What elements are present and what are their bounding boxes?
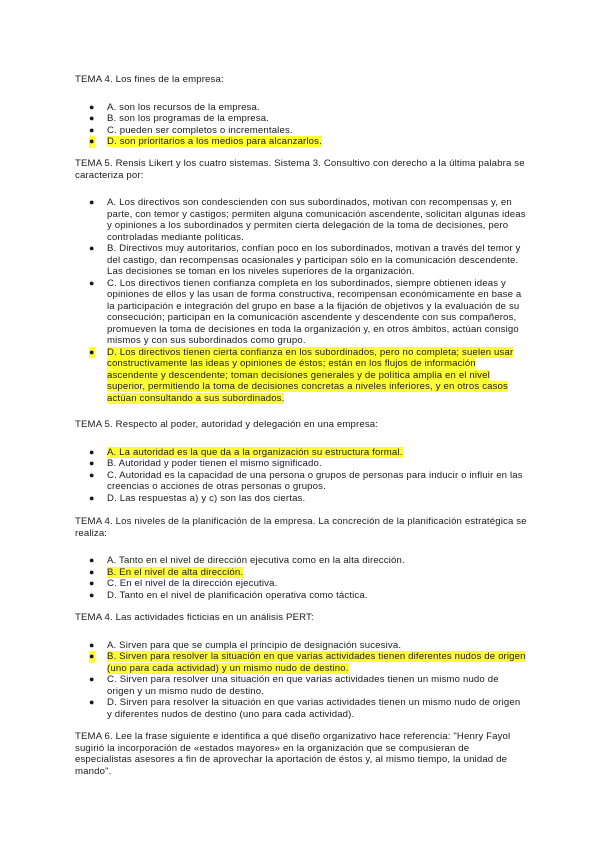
options-list <box>75 447 527 505</box>
option-c: ● C. pueden ser completos o incrementales. <box>89 124 293 136</box>
option-c: ● C. Sirven para resolver una situación en que varias actividades tienen un mismo nudo de origen y un mismo nudo de destino. <box>89 674 499 697</box>
bullet-icon: ● <box>89 566 95 577</box>
bullet-icon: ● <box>89 346 95 357</box>
options-list <box>75 640 527 721</box>
bullet-icon: ● <box>89 124 95 135</box>
options-list <box>75 102 527 148</box>
question-2 <box>75 158 527 404</box>
option-b-highlighted: ● B. En el nivel de alta dirección. <box>89 566 244 578</box>
bullet-icon: ● <box>89 458 95 468</box>
question-6 <box>75 731 527 793</box>
bullet-icon: ● <box>89 446 95 457</box>
bullet-icon: ● <box>89 697 95 707</box>
bullet-icon: ● <box>89 589 95 600</box>
bullet-icon: ● <box>89 674 95 684</box>
options-list <box>75 197 527 404</box>
option-b-highlighted: ● B. Sirven para resolver la situación en que varias actividades tienen diferentes nudos de origen (uno para cada actividad) y un mismo nudo de destino. <box>89 651 526 674</box>
question-title: TEMA 6. Lee la frase siguiente e identifica a qué diseño organizativo hace referencia: "Henry Fayol sugirió la incorporación de «estados mayores» en la organización que se compusieran de especialistas asesores a fin de aprovechar la aportación de éstos y, al mismo tiempo, la unidad de mando". <box>75 731 511 777</box>
option-d-highlighted: ● D. son prioritarios a los medios para alcanzarlos. <box>89 136 322 147</box>
option-d: ● D. Las respuestas a) y c) son las dos ciertas. <box>89 492 306 504</box>
question-3 <box>75 419 527 504</box>
bullet-icon: ● <box>89 639 95 650</box>
option-c: ● C. Autoridad es la capacidad de una persona o grupos de personas para inducir o influir en las creencias o acciones de otras personas o grupos. <box>89 469 523 492</box>
question-1 <box>75 74 527 148</box>
option-a: ● A. son los recursos de la empresa. <box>89 101 260 113</box>
option-a: ● A. Tanto en el nivel de dirección ejecutiva como en la alta dirección. <box>89 555 405 566</box>
bullet-icon: ● <box>89 277 95 288</box>
options-list <box>75 555 527 601</box>
option-d: ● D. Tanto en el nivel de planificación operativa como táctica. <box>89 589 368 601</box>
bullet-icon: ● <box>89 578 95 588</box>
option-a-highlighted: ● A. La autoridad es la que da a la organización su estructura formal. <box>89 446 403 458</box>
question-title: TEMA 4. Los niveles de la planificación de la empresa. La concreción de la planificación estratégica se realiza: <box>75 516 527 539</box>
bullet-icon: ● <box>89 113 95 123</box>
option-b: ● B. Directivos muy autoritarios, confían poco en los subordinados, motivan a través del temor y del castigo, dan recompensas ocasionales y participan sólo en la comunicación descendente. Las decisiones se toman en los niveles superiores de la organización. <box>89 243 521 277</box>
bullet-icon: ● <box>89 243 95 253</box>
option-c: ● C. Los directivos tienen confianza completa en los subordinados, siempre obtienen ideas y opiniones de ellos y las usan de forma constructiva, recompensan económicamente en base a la participación e integración del grupo en base a la fijación de objetivos y la evaluación de su consecución; participan en la comunicación ascendente y descendente con sus compañeros, promueven la toma de decisiones en toda la organización y, en otros ámbitos, actúan consigo mismos y con sus subordinados como grupo. <box>89 277 522 346</box>
bullet-icon: ● <box>89 555 95 565</box>
option-d: ● D. Sirven para resolver la situación en que varias actividades tienen un mismo nudo de origen y diferentes nudos de destino (uno para cada actividad). <box>89 697 521 720</box>
bullet-icon: ● <box>89 469 95 480</box>
bullet-icon: ● <box>89 136 95 146</box>
option-b: ● B. son los programas de la empresa. <box>89 113 270 124</box>
question-5 <box>75 612 527 720</box>
question-title: TEMA 5. Rensis Likert y los cuatro sistemas. Sistema 3. Consultivo con derecho a la última palabra se caracteriza por: <box>75 158 525 181</box>
option-d-highlighted: ● D. Los directivos tienen cierta confianza en los subordinados, pero no completa; suelen usar constructivamente las ideas y opiniones de éstos; están en los flujos de información ascendente y descendente; toman decisiones generales y de política amplia en el nivel superior, permitiendo la toma de decisiones concretas a niveles inferiores, y en otros casos actúan consultando a sus subordinados. <box>89 346 514 404</box>
bullet-icon: ● <box>89 492 95 503</box>
option-b: ● B. Autoridad y poder tienen el mismo significado. <box>89 458 322 469</box>
option-c: ● C. En el nivel de la dirección ejecutiva. <box>89 578 278 589</box>
question-title: TEMA 4. Las actividades ficticias en un análisis PERT: <box>75 612 314 623</box>
option-a: ● A. Sirven para que se cumpla el principio de designación sucesiva. <box>89 639 402 651</box>
option-a: ● A. Los directivos son condescienden con sus subordinados, motivan con recompensas y, en parte, con temor y castigos; permiten alguna comunicación ascendente, solicitan algunas ideas y opiniones a los subordinados y permiten cierta delegación de la toma de decisiones, pero controladas mediante políticas. <box>89 197 526 243</box>
question-4 <box>75 516 527 601</box>
bullet-icon: ● <box>89 651 95 661</box>
question-title: TEMA 4. Los fines de la empresa: <box>75 74 224 85</box>
bullet-icon: ● <box>89 197 95 207</box>
question-title: TEMA 5. Respecto al poder, autoridad y delegación en una empresa: <box>75 419 379 430</box>
bullet-icon: ● <box>89 101 95 112</box>
